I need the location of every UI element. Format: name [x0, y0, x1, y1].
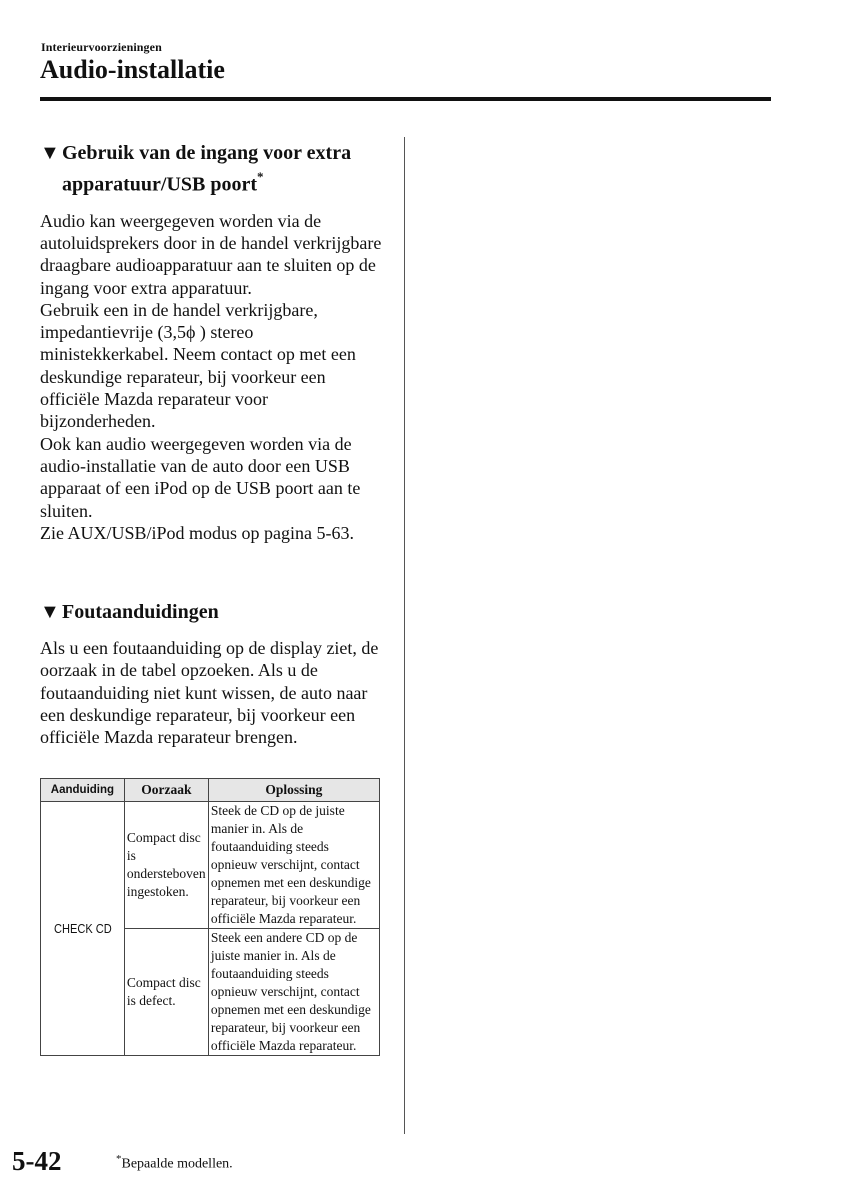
error-code-cell: CHECK CD	[47, 802, 118, 1056]
paragraph-2: Gebruik een in de handel verkrijgbare, impedantievrije (3,5ϕ ) stereo ministekkerkabel. Neem contact op met een deskundige reparateur, bij voorkeur een officiële Mazda reparateur voor bijzonderheden.	[40, 299, 356, 432]
section-label: Interieurvoorzieningen	[41, 40, 162, 54]
heading-error-codes	[40, 600, 385, 625]
solution-cell: Steek een andere CD op de juiste manier in. Als de foutaanduiding steeds opnieuw verschijnt, contact opnemen met een deskundige reparateur, bij voorkeur een officiële Mazda reparateur.	[208, 929, 379, 1056]
heading-line1: Gebruik van de ingang voor extra	[62, 142, 352, 164]
footnote	[116, 1153, 233, 1173]
heading-text: Foutaanduidingen	[62, 601, 219, 623]
heading-line2: apparatuur/USB poort	[62, 173, 258, 196]
paragraph-3: Ook kan audio weergegeven worden via de audio-installatie van de auto door een USB apparaat of een iPod op de USB poort aan te sluiten.	[40, 433, 361, 521]
page-title: Audio-installatie	[40, 55, 225, 84]
cause-cell: Compact disc is defect.	[124, 929, 208, 1056]
table-header-row	[41, 779, 380, 802]
paragraph-4: Zie AUX/USB/iPod modus op pagina 5-63.	[40, 522, 354, 543]
table-header: Oorzaak	[124, 779, 208, 802]
cause-cell: Compact disc is ondersteboven ingestoken.	[124, 802, 208, 929]
table-row	[41, 802, 380, 929]
section-error-codes	[40, 600, 385, 748]
heading-aux-usb	[40, 141, 385, 198]
footnote-text: Bepaalde modellen.	[121, 1156, 233, 1172]
section-aux-usb	[40, 141, 385, 544]
paragraph-errors: Als u een foutaanduiding op de display ziet, de oorzaak in de tabel opzoeken. Als u de foutaanduiding niet kunt wissen, de auto naar een deskundige reparateur, bij voorkeur een officiële Mazda reparateur brengen.	[40, 638, 379, 748]
solution-cell: Steek de CD op de juiste manier in. Als de foutaanduiding steeds opnieuw verschijnt, contact opnemen met een deskundige reparateur, bij voorkeur een officiële Mazda reparateur.	[208, 802, 379, 929]
footnote-star: *	[116, 1153, 122, 1165]
paragraph-1: Audio kan weergegeven worden via de autoluidsprekers door in de handel verkrijgbare draagbare audioapparatuur aan te sluiten op de ingang voor extra apparatuur.	[40, 210, 382, 298]
triangle-marker-icon: ▼	[40, 142, 60, 164]
page-number: 5-42	[12, 1146, 62, 1176]
table-header: Aanduiding	[41, 779, 125, 802]
title-rule	[40, 97, 771, 101]
error-table	[40, 778, 380, 1056]
triangle-marker-icon: ▼	[40, 601, 60, 623]
column-divider	[404, 137, 405, 1134]
table-header: Oplossing	[208, 779, 379, 802]
footnote-star: *	[257, 169, 264, 184]
